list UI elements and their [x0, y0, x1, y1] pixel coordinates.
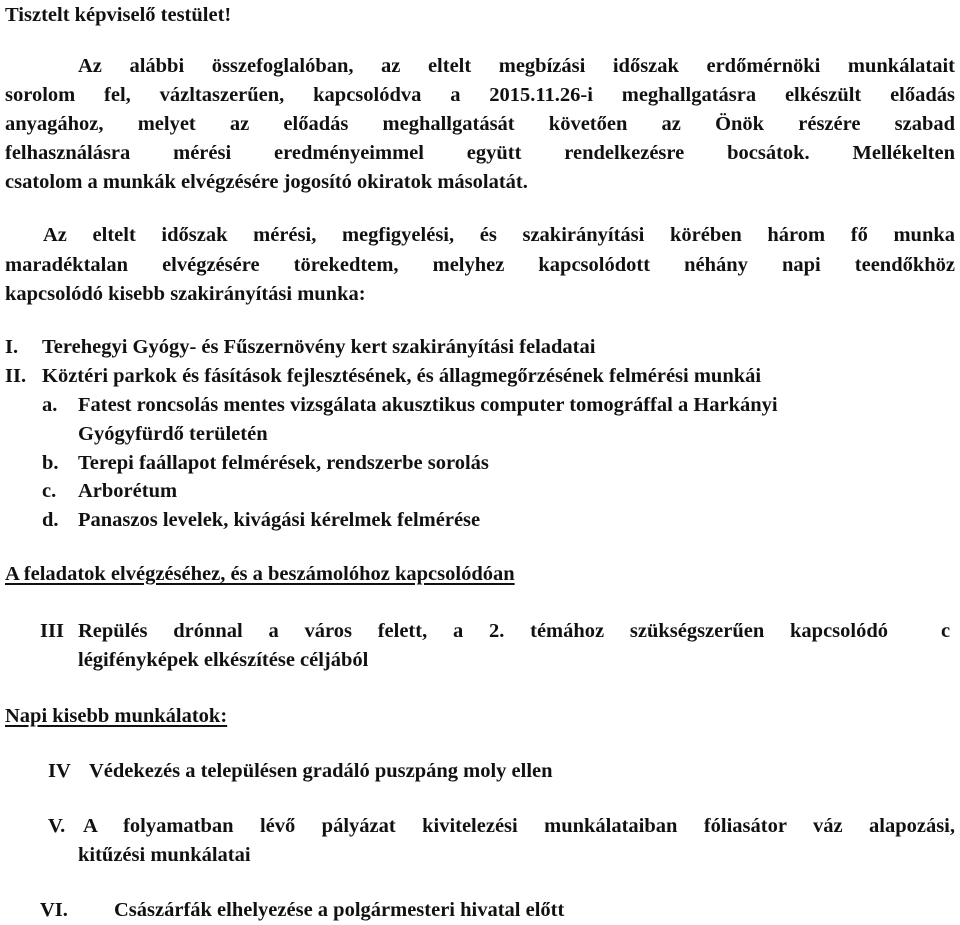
para1-line-1: Az alábbi összefoglalóban, az eltelt megbízási időszak erdőmérnöki munkálatait [78, 55, 955, 77]
para2-line-1: Az eltelt időszak mérési, megfigyelési, és szakirányítási körében három fő munka [43, 224, 955, 246]
list-text: Panaszos levelek, kivágási kérelmek felmérése [78, 509, 481, 531]
greeting: Tisztelt képviselő testület! [5, 4, 232, 26]
list-label: VI. [40, 899, 68, 921]
list-label: I. [5, 336, 19, 358]
list-text: Köztéri parkok és fásítások fejlesztésének, és állagmegőrzésének felmérési munkái [42, 365, 762, 387]
list-text: Terehegyi Gyógy- és Fűszernövény kert szakirányítási feladatai [42, 336, 596, 358]
list-label: c. [42, 480, 57, 502]
list-item-v [5, 811, 955, 841]
para1-line-3: anyagához, melyet az előadás meghallgatását követően az Önök részére szabad [5, 113, 955, 135]
list-label: V. [48, 815, 66, 837]
list-label: IV [48, 760, 71, 782]
section-heading-daily: Napi kisebb munkálatok: [5, 705, 228, 727]
para2-line-2: maradéktalan elvégzésére törekedtem, melyhez kapcsolódott néhány napi teendőkhöz [5, 254, 955, 276]
para1-line-5: csatolom a munkák elvégzésére jogosító okiratok másolatát. [5, 171, 528, 193]
list-text: Fatest roncsolás mentes vizsgálata akusztikus computer tomográffal a Harkányi [78, 394, 778, 416]
list-item-iii [5, 616, 955, 646]
list-text: Repülés drónnal a város felett, a 2. témához szükségszerűen kapcsolódó [78, 620, 888, 642]
para2-line-3: kapcsolódó kisebb szakirányítási munka: [5, 283, 366, 305]
list-text: Védekezés a településen gradáló puszpáng moly ellen [89, 760, 553, 782]
list-text: Császárfák elhelyezése a polgármesteri hivatal előtt [114, 899, 565, 921]
list-label: d. [42, 509, 59, 531]
list-item-iii-cont: légifényképek elkészítése céljából [78, 649, 369, 671]
list-item-v-cont: kitűzési munkálatai [78, 844, 251, 866]
list-item-a-cont: Gyógyfürdő területén [78, 423, 268, 445]
list-text: A folyamatban lévő pályázat kivitelezési munkálataiban fóliasátor váz alapozási, [83, 815, 955, 837]
list-label: b. [42, 452, 59, 474]
para1-line-4: felhasználásra mérési eredményeimmel együtt rendelkezésre bocsátok. Mellékelten [5, 142, 955, 164]
para1-line-2: sorolom fel, vázltaszerűen, kapcsolódva a 2015.11.26-i meghallgatásra elkészült előadás [5, 84, 955, 106]
list-label: a. [42, 394, 58, 416]
list-text: Arborétum [78, 480, 178, 502]
list-label: III [40, 620, 64, 642]
list-text: Terepi faállapot felmérések, rendszerbe sorolás [78, 452, 489, 474]
list-trailing-char: c [941, 620, 951, 642]
section-heading-tasks: A feladatok elvégzéséhez, és a beszámolóhoz kapcsolódóan [5, 563, 515, 585]
list-label: II. [5, 365, 27, 387]
